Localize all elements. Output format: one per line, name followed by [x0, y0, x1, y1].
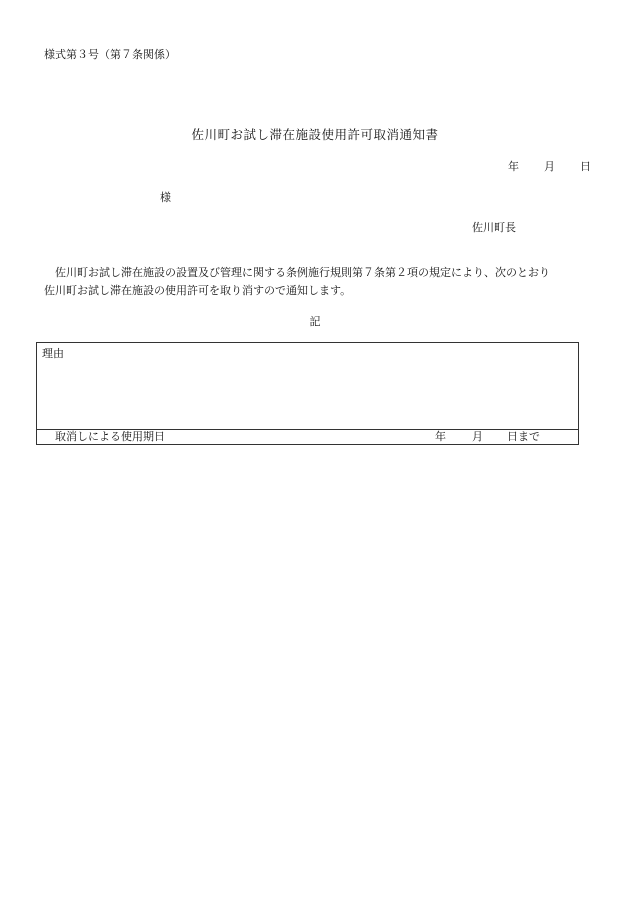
- period-cell: [37, 430, 578, 445]
- document-title: 佐川町お試し滞在施設使用許可取消通知書: [191, 127, 439, 142]
- body-text-line-1: 佐川町お試し滞在施設の設置及び管理に関する条例施行規則第７条第２項の規定により、次のとおり: [55, 266, 550, 279]
- recipient-honorific: 様: [160, 191, 171, 204]
- period-label: 取消しによる使用期日: [55, 430, 165, 443]
- ki-heading: 記: [309, 315, 321, 328]
- date-year-label: 年: [508, 160, 519, 173]
- issuer-name: 佐川町長: [472, 221, 516, 234]
- reason-label: 理由: [42, 347, 64, 360]
- period-day-until-label: 日まで: [507, 430, 540, 443]
- reason-cell: [37, 343, 578, 430]
- form-number: 様式第３号（第７条関係）: [44, 48, 176, 61]
- period-year-label: 年: [435, 430, 446, 443]
- date-month-label: 月: [544, 160, 555, 173]
- record-table: [36, 342, 579, 445]
- period-month-label: 月: [472, 430, 483, 443]
- date-day-label: 日: [580, 160, 591, 173]
- body-text-line-2: 佐川町お試し滞在施設の使用許可を取り消すので通知します。: [44, 284, 352, 297]
